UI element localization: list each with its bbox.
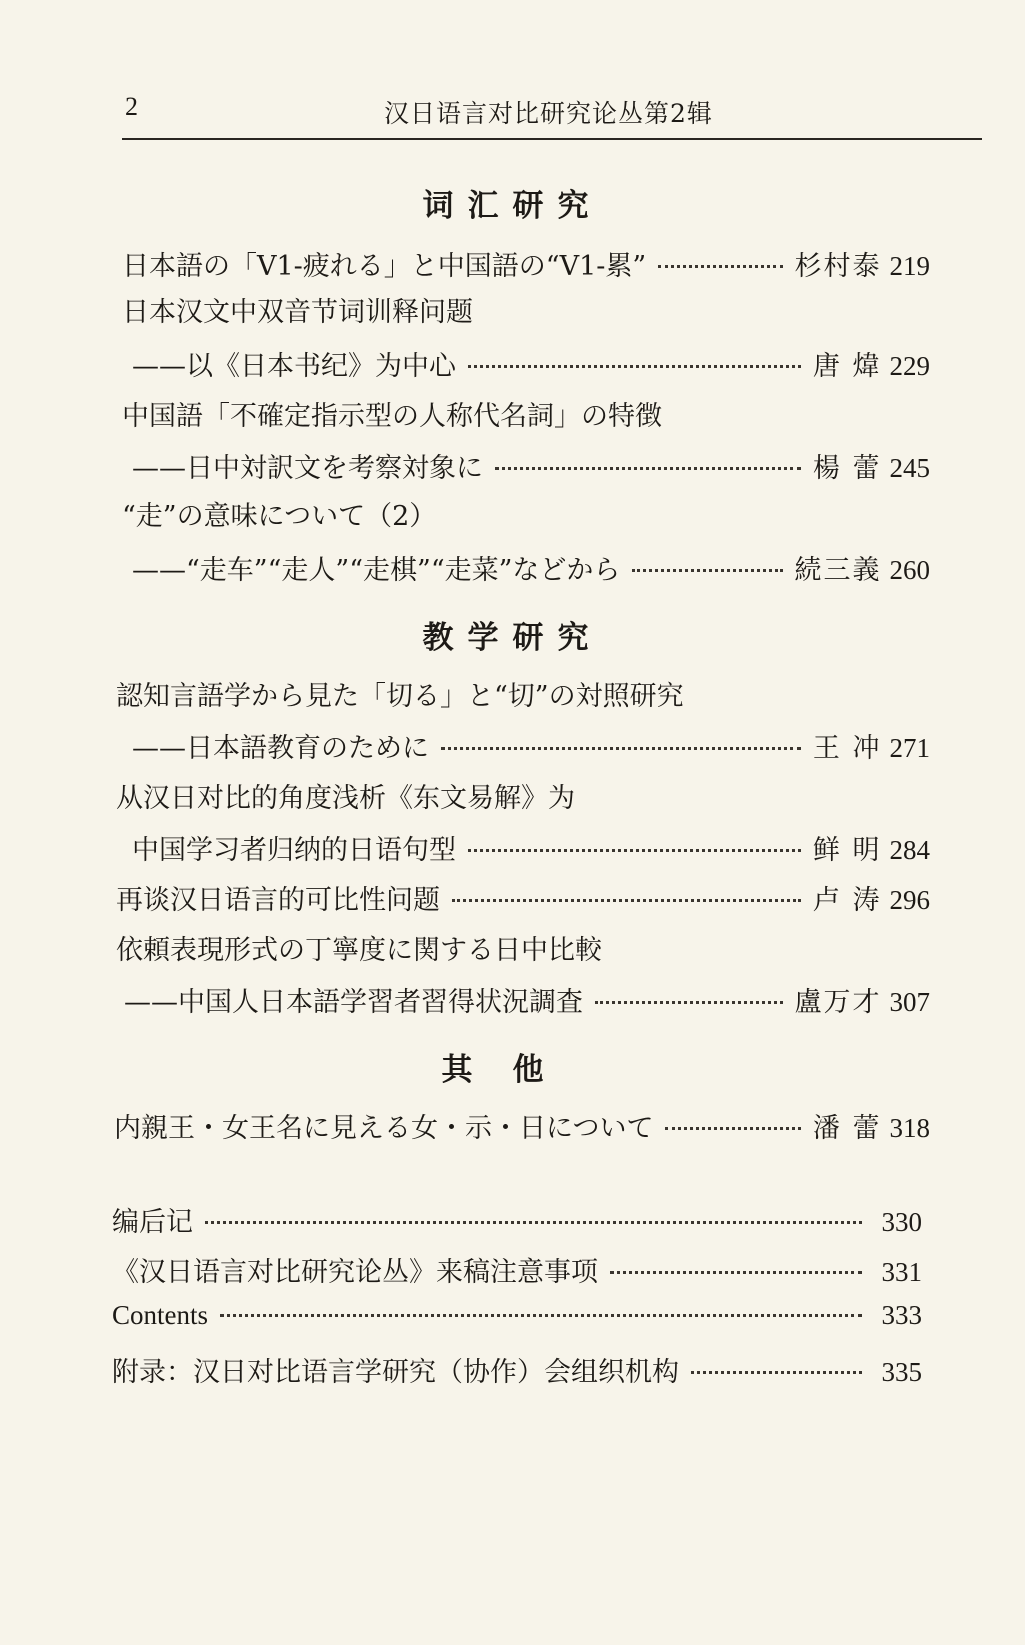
page-number: 2 xyxy=(125,92,138,121)
entry-title: 从汉日对比的角度浅析《东文易解》为 xyxy=(116,783,575,814)
entry-page: 331 xyxy=(881,1257,922,1287)
entry-title: 编后记 xyxy=(112,1207,193,1238)
entry-page: 229 xyxy=(889,351,930,381)
entry-page: 318 xyxy=(889,1113,930,1143)
page-header xyxy=(122,90,982,140)
section-title-other: 其他 xyxy=(441,1052,584,1088)
toc-entry[interactable] xyxy=(132,446,930,486)
dot-leader xyxy=(595,1001,783,1004)
dot-leader xyxy=(691,1371,862,1374)
dot-leader xyxy=(610,1271,862,1274)
entry-title: 日本汉文中双音节词训释问题 xyxy=(122,297,473,328)
entry-subtitle: ——日中対訳文を考察対象に xyxy=(132,453,483,484)
entry-author: 杉村泰 xyxy=(794,251,882,282)
toc-entry[interactable] xyxy=(122,244,930,284)
toc-entry[interactable] xyxy=(132,548,930,588)
section-title-vocabulary: 词汇研究 xyxy=(422,188,603,224)
entry-title: 認知言語学から見た「切る」と“切”の対照研究 xyxy=(116,681,684,712)
dot-leader xyxy=(495,467,801,470)
entry-subtitle: 中国学习者归纳的日语句型 xyxy=(132,835,456,866)
dot-leader xyxy=(441,747,801,750)
entry-page: 333 xyxy=(881,1300,922,1330)
toc-entry[interactable] xyxy=(132,726,930,766)
entry-subtitle: ——日本語教育のために xyxy=(132,733,429,764)
entry-page: 219 xyxy=(889,251,930,281)
entry-title: 依頼表現形式の丁寧度に関する日中比較 xyxy=(116,935,602,966)
entry-subtitle: ——以《日本书纪》为中心 xyxy=(132,351,456,382)
toc-entry[interactable] xyxy=(112,1200,922,1240)
toc-entry[interactable] xyxy=(124,980,930,1020)
entry-page: 296 xyxy=(889,885,930,915)
running-title: 汉日语言对比研究论丛第2辑 xyxy=(384,99,713,128)
entry-author: 楊 蕾 xyxy=(812,453,882,484)
dot-leader xyxy=(468,365,801,368)
entry-page: 284 xyxy=(889,835,930,865)
dot-leader xyxy=(658,265,782,268)
toc-entry[interactable] xyxy=(112,1350,922,1390)
entry-author: 盧万才 xyxy=(794,987,882,1018)
entry-page: 260 xyxy=(889,555,930,585)
toc-entry[interactable] xyxy=(112,1300,922,1340)
entry-page: 307 xyxy=(889,987,930,1017)
entry-title: 再谈汉日语言的可比性问题 xyxy=(116,885,440,916)
entry-title: 附录：汉日对比语言学研究（协作）会组织机构 xyxy=(112,1357,679,1388)
dot-leader xyxy=(665,1127,800,1130)
dot-leader xyxy=(452,899,801,902)
toc-entry[interactable] xyxy=(112,1250,922,1290)
entry-page: 245 xyxy=(889,453,930,483)
entry-author: 唐 煒 xyxy=(812,351,882,382)
entry-author: 潘 蕾 xyxy=(812,1113,882,1144)
entry-subtitle: ——“走车”“走人”“走棋”“走菜”などから xyxy=(132,555,621,586)
dot-leader xyxy=(632,569,782,572)
entry-page: 271 xyxy=(889,733,930,763)
entry-title: 中国語「不確定指示型の人称代名詞」の特徴 xyxy=(122,401,662,432)
entry-page: 335 xyxy=(881,1357,922,1387)
entry-title: 日本語の「V1-疲れる」と中国語の“V1-累” xyxy=(122,251,647,282)
entry-title: 内親王・女王名に見える女・示・日について xyxy=(114,1113,654,1144)
toc-entry[interactable] xyxy=(132,344,930,384)
entry-title: “走”の意味について（2） xyxy=(122,501,437,532)
section-title-teaching: 教学研究 xyxy=(422,620,603,656)
dot-leader xyxy=(220,1314,861,1317)
entry-author: 卢 涛 xyxy=(812,885,882,916)
entry-title: 《汉日语言对比研究论丛》来稿注意事项 xyxy=(112,1257,598,1288)
entry-subtitle: ——中国人日本語学習者習得状況調査 xyxy=(124,987,583,1018)
toc-entry[interactable] xyxy=(132,828,930,868)
entry-author: 続三義 xyxy=(794,555,882,586)
dot-leader xyxy=(468,849,801,852)
toc-entry[interactable] xyxy=(114,1106,930,1146)
entry-author: 鲜 明 xyxy=(812,835,882,866)
entry-title: Contents xyxy=(112,1300,209,1330)
entry-author: 王 冲 xyxy=(812,733,882,764)
dot-leader xyxy=(205,1221,862,1224)
toc-entry[interactable] xyxy=(116,878,930,918)
entry-page: 330 xyxy=(881,1207,922,1237)
